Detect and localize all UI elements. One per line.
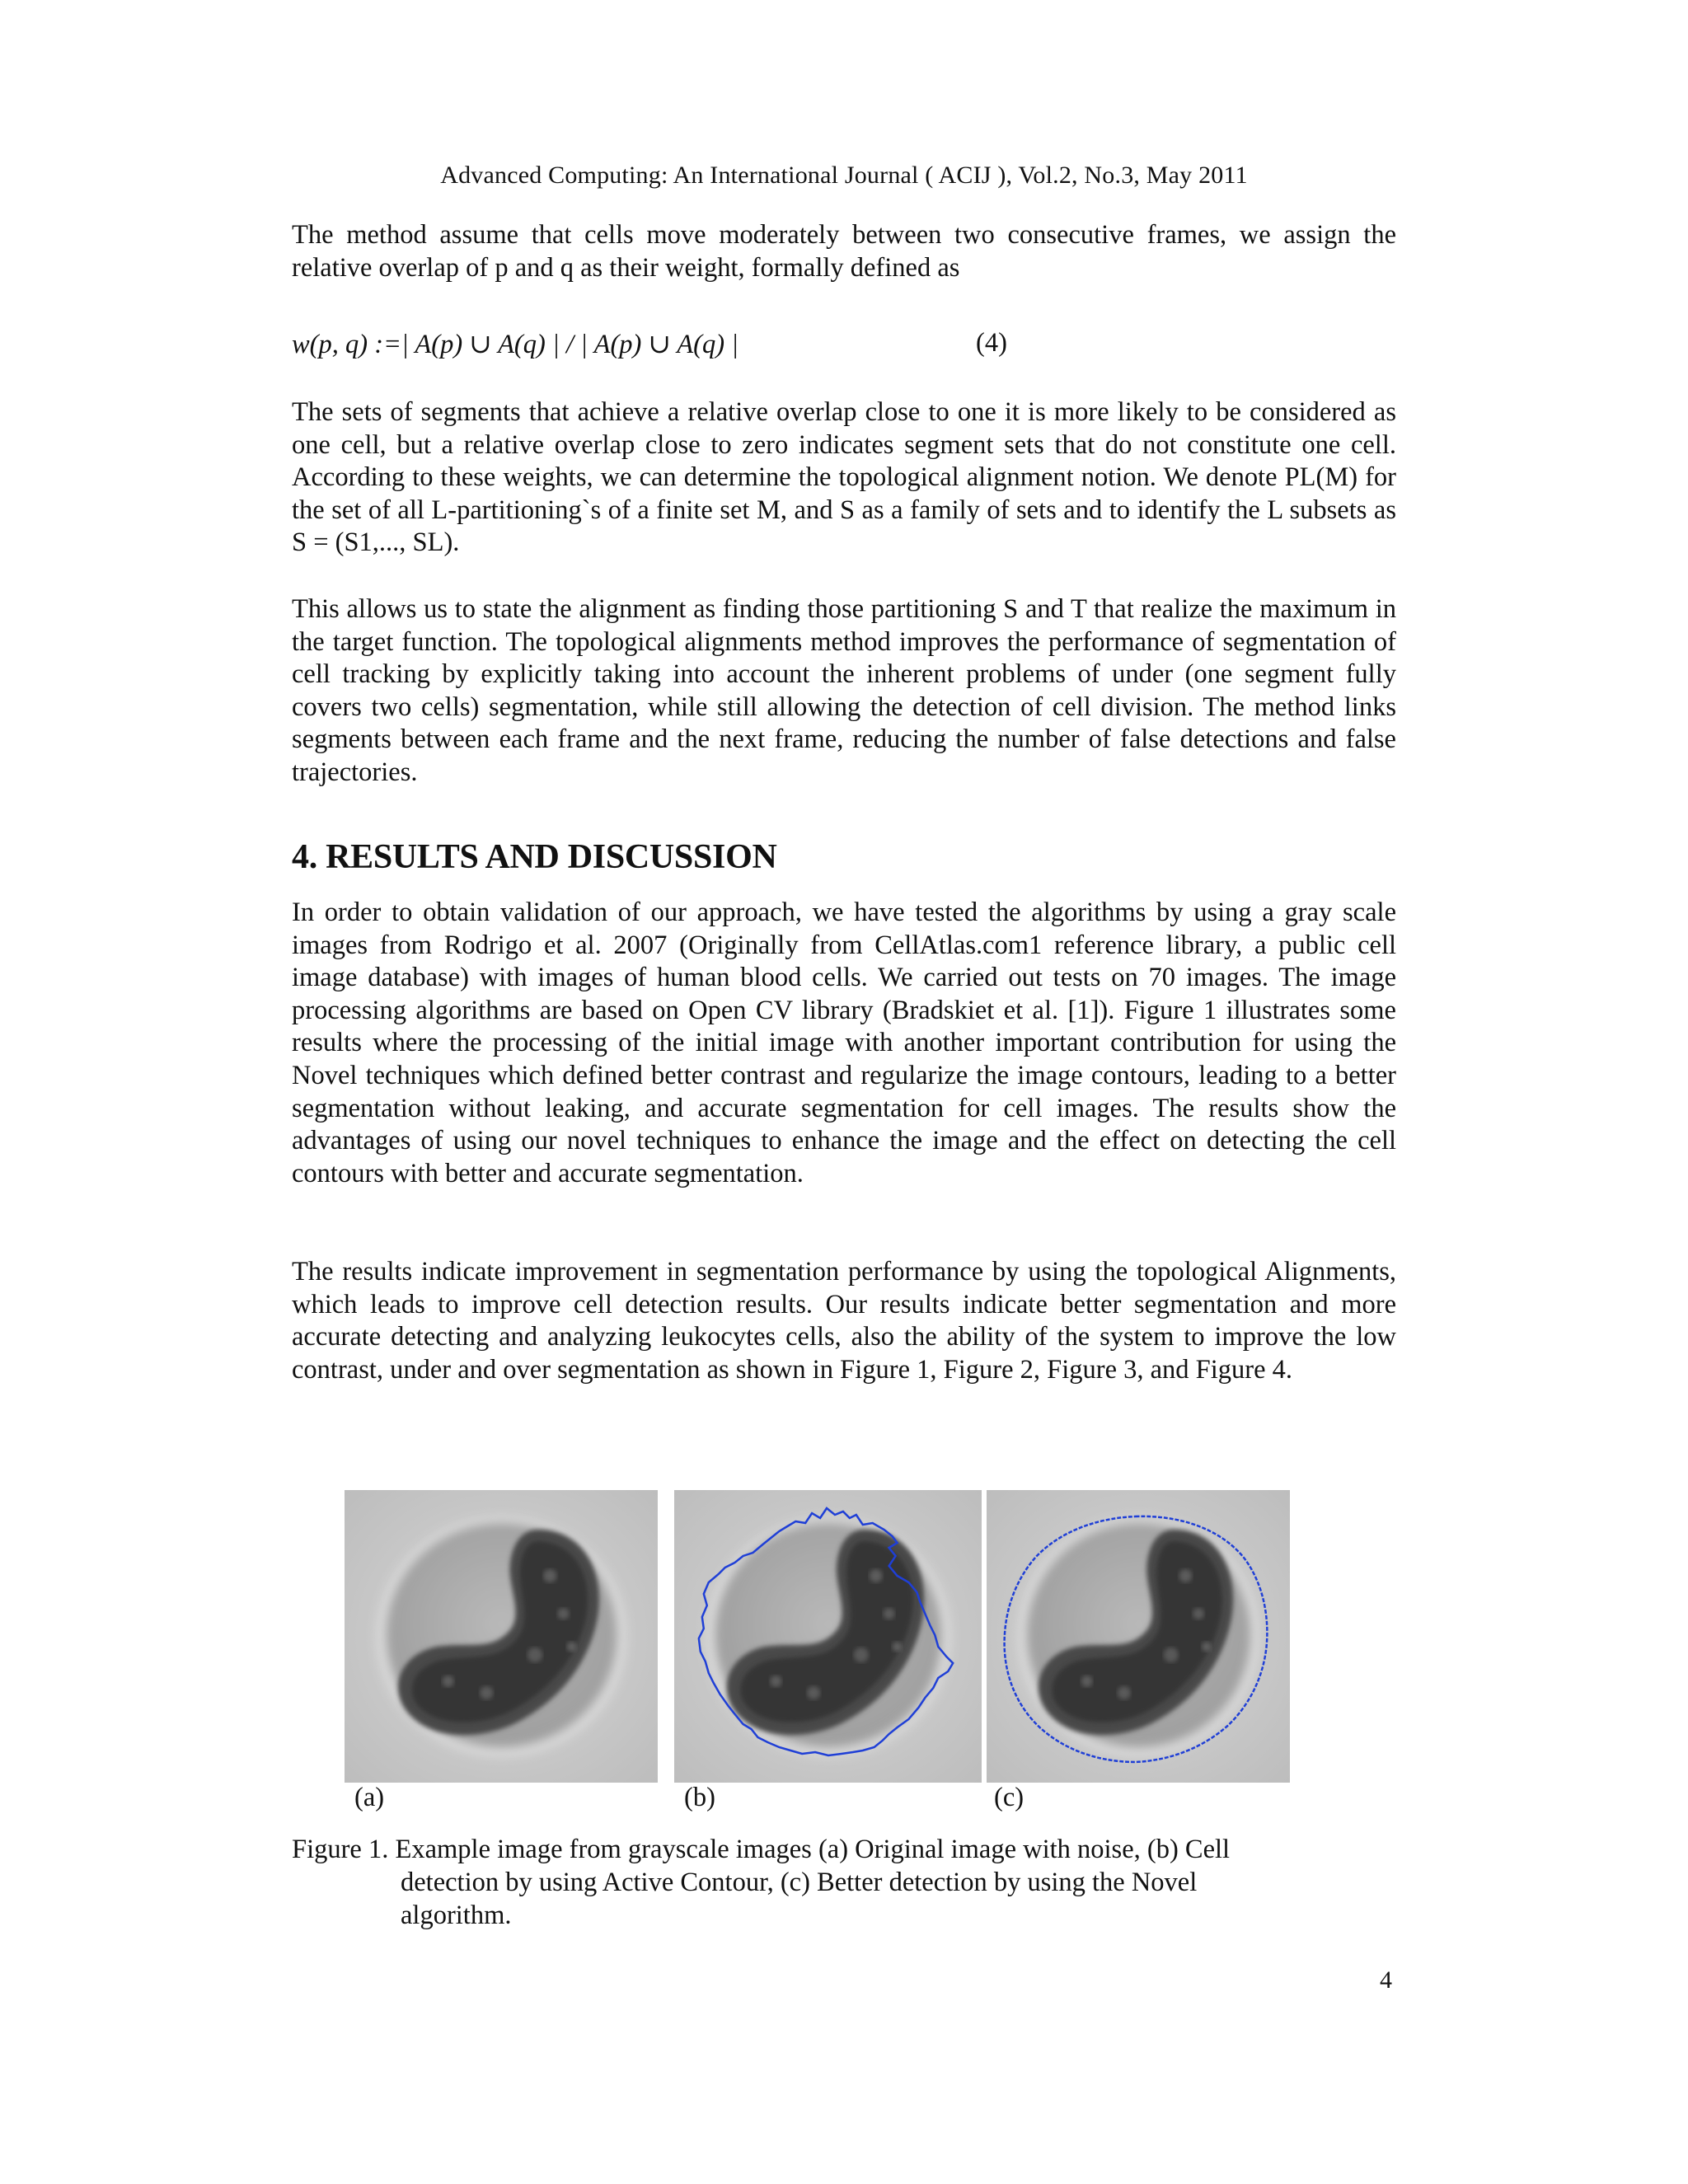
page-number: 4	[1380, 1966, 1392, 1994]
paragraph-text: This allows us to state the alignment as finding those partitioning S and T that realize the maximum in the target function. The topological alignments method improves the performance of segmentation of cell tracking by explicitly taking into account the inherent problems of under (one segment fully covers two cells) segmentation, while still allowing the detection of cell division. The method links segments between each frame and the next frame, reducing the number of false detections and false trajectories.	[292, 594, 1396, 787]
figure-label-b: (b)	[684, 1783, 715, 1812]
figure-panel-c-image	[987, 1490, 1290, 1783]
paragraph-text: The method assume that cells move moderately between two consecutive frames, we assign the relative overlap of p and q as their weight, formally defined as	[292, 220, 1396, 283]
paragraph-text: The results indicate improvement in segmentation performance by using the topological Alignments, which leads to improve cell detection results. Our results indicate better segmentation and more accurate detecting and analyzing leukocytes cells, also the ability of the system to improve the low contrast, under and over segmentation as shown in Figure 1, Figure 2, Figure 3, and Figure 4.	[292, 1257, 1396, 1385]
paragraph-segment-sets	[292, 396, 1396, 560]
running-header: Advanced Computing: An International Journal ( ACIJ ), Vol.2, No.3, May 2011	[440, 162, 1248, 189]
paragraph-validation	[292, 897, 1396, 1190]
caption-line: detection by using Active Contour, (c) Better detection by using the Novel	[401, 1868, 1198, 1897]
caption-line: Figure 1. Example image from grayscale images (a) Original image with noise, (b) Cell	[292, 1835, 1231, 1864]
caption-line: algorithm.	[401, 1900, 512, 1930]
paragraph-results	[292, 1256, 1396, 1386]
equation-number: (4)	[976, 328, 1007, 358]
section-heading: 4. RESULTS AND DISCUSSION	[292, 838, 777, 876]
figure-panel-a-image	[345, 1490, 658, 1783]
paragraph-overlap-weight	[292, 219, 1396, 284]
paragraph-alignment	[292, 593, 1396, 790]
figure-panel-b-image	[674, 1490, 982, 1783]
paragraph-text: The sets of segments that achieve a relative overlap close to one it is more likely to be considered as one cell, but a relative overlap close to zero indicates segment sets that do not constitute one cell. According to these weights, we can determine the topological alignment notion. We denote PL(M) for the set of all L-partitioning`s of a finite set M, and S as a family of sets and to identify the L subsets as S = (S1,..., SL).	[292, 397, 1396, 558]
figure-label-c: (c)	[994, 1783, 1025, 1812]
figure-caption	[292, 1833, 1347, 1932]
paragraph-text: In order to obtain validation of our approach, we have tested the algorithms by using a gray scale images from Rodrigo et al. 2007 (Originally from CellAtlas.com1 reference library, a public cell image database) with images of human blood cells. We carried out tests on 70 images. The image processing algorithms are based on Open CV library (Bradskiet et al. [1]). Figure 1 illustrates some results where the processing of the initial image with another important contribution for using the Novel techniques which defined better contrast and regularize the image contours, leading to a better segmentation without leaking, and accurate segmentation for cell images. The results show the advantages of using our novel techniques to enhance the image and the effect on detecting the cell contours with better and accurate segmentation.	[292, 898, 1396, 1188]
equation-4	[292, 328, 1396, 364]
figure-label-a: (a)	[354, 1783, 385, 1812]
equation-formula: w(p, q) :=| A(p) ∪ A(q) | / | A(p) ∪ A(q) |	[292, 330, 739, 359]
